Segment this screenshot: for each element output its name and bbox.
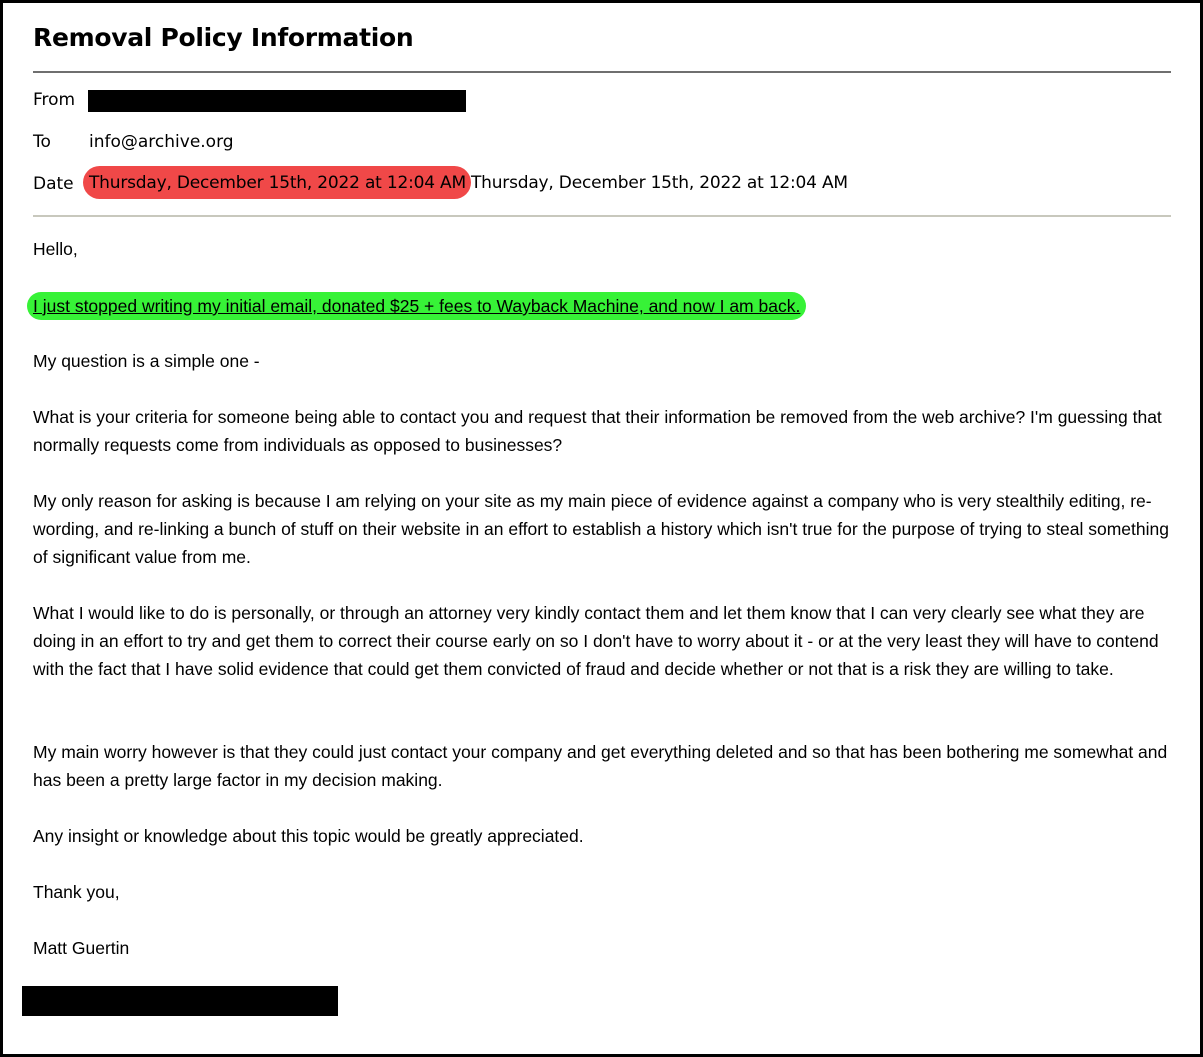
paragraph-question: My question is a simple one -	[33, 351, 260, 371]
to-address: info@archive.org	[89, 132, 234, 152]
to-label: To	[33, 132, 51, 152]
date-value: Thursday, December 15th, 2022 at 12:04 AM	[470, 172, 848, 193]
greeting: Hello,	[33, 239, 78, 259]
paragraph-reason: My only reason for asking is because I am relying on your site as my main piece of evidence against a company who is very stealthily editing, re-wording, and re-linking a bunch of stuff on their website in an effort to establish a history which isn't true for the purpose of trying to steal something of significant value from me.	[33, 491, 1169, 567]
paragraph-worry: My main worry however is that they could just contact your company and get everything deleted and so that has been bothering me somewhat and has been a pretty large factor in my decision making.	[33, 742, 1168, 790]
email-subject: Removal Policy Information	[33, 23, 414, 52]
paragraph-criteria: What is your criteria for someone being able to contact you and request that their information be removed from the web archive? I'm guessing that normally requests come from individuals as opposed to businesses?	[33, 407, 1162, 455]
date-label: Date	[33, 174, 74, 194]
signature-redaction	[22, 986, 338, 1016]
paragraph-insight: Any insight or knowledge about this topic would be greatly appreciated.	[33, 826, 584, 846]
from-label: From	[33, 90, 76, 110]
highlighted-line: I just stopped writing my initial email, donated $25 + fees to Wayback Machine, and now I am back.	[27, 292, 806, 320]
closing: Thank you,	[33, 882, 120, 902]
date-row	[83, 166, 848, 199]
header-divider	[33, 71, 1171, 73]
from-redaction	[88, 90, 466, 112]
paragraph-intent: What I would like to do is personally, or through an attorney very kindly contact them and let them know that I can very clearly see what they are doing in an effort to try and get them to correct their course early on so I don't have to worry about it - or at the very least they will have to contend with the fact that I have solid evidence that could get them convicted of fraud and decide whether or not that is a risk they are willing to take.	[33, 603, 1159, 679]
body-divider	[33, 215, 1171, 217]
signature-name: Matt Guertin	[33, 938, 130, 958]
date-highlighted: Thursday, December 15th, 2022 at 12:04 AM	[83, 166, 471, 199]
